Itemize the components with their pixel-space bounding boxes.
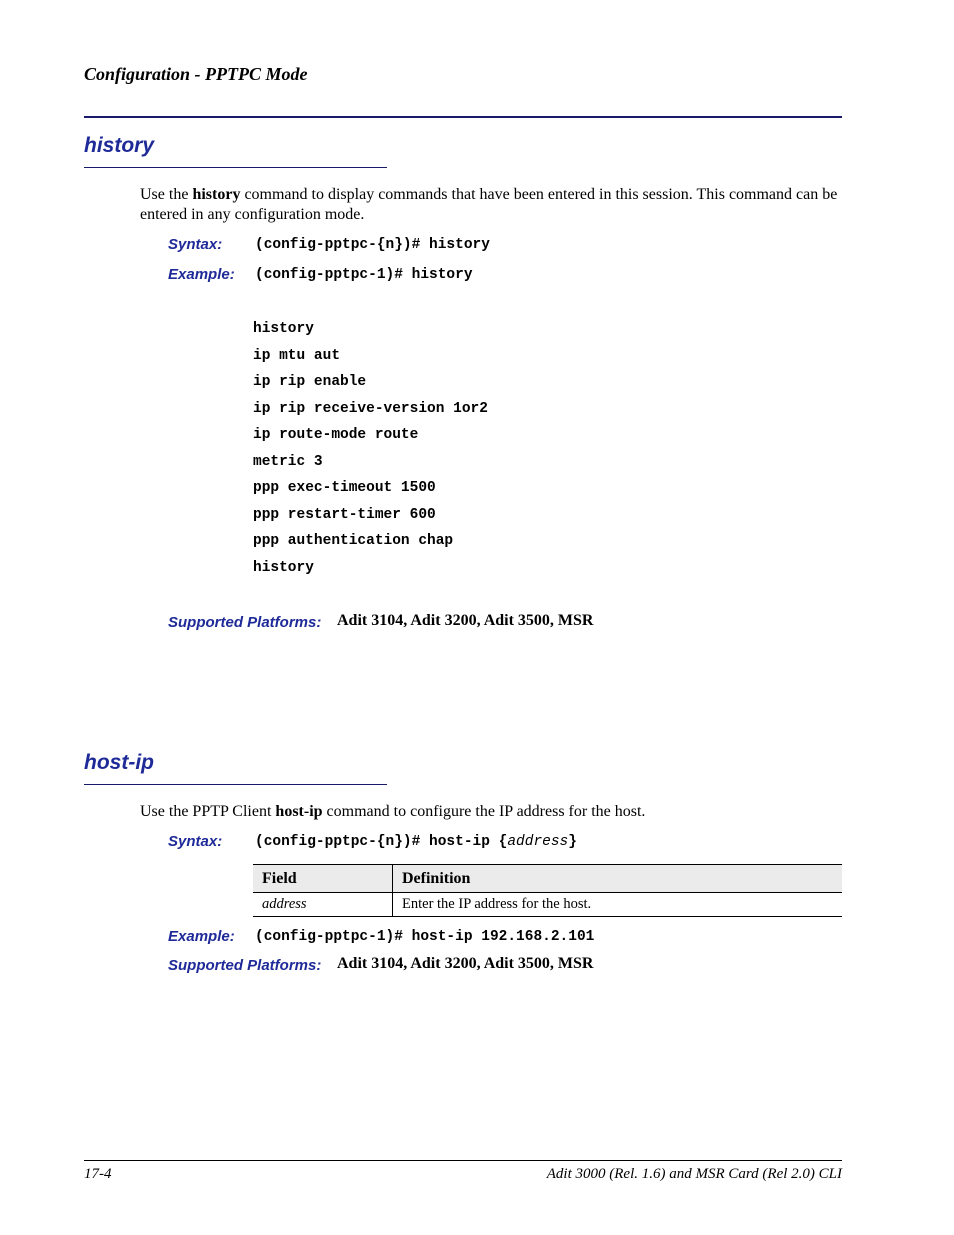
description-text: Use the <box>140 186 193 203</box>
platforms-label: Supported Platforms: <box>168 614 322 631</box>
field-definition-table <box>253 864 842 917</box>
output-line: history <box>253 321 314 337</box>
output-line: ip route-mode route <box>253 427 419 443</box>
syntax-argument: address <box>507 834 569 850</box>
output-line: ip rip receive-version 1or2 <box>253 401 488 417</box>
output-line: history <box>253 560 314 576</box>
example-label: Example: <box>168 266 235 283</box>
section-rule-history <box>84 167 387 168</box>
table-row <box>253 893 842 917</box>
host-ip-example: (config-pptpc-1)# host-ip 192.168.2.101 <box>255 929 595 945</box>
table-cell-definition: Enter the IP address for the host. <box>393 893 843 917</box>
table-cell-field: address <box>253 893 393 917</box>
output-line: ip rip enable <box>253 374 367 390</box>
output-line: metric 3 <box>253 454 323 470</box>
output-line: ip mtu aut <box>253 348 341 364</box>
host-ip-syntax <box>255 834 577 850</box>
description-text: Use the PPTP Client <box>140 803 276 820</box>
section-rule-host-ip <box>84 784 387 785</box>
platforms-list: Adit 3104, Adit 3200, Adit 3500, MSR <box>337 955 594 972</box>
table-header-definition: Definition <box>393 865 843 893</box>
example-label: Example: <box>168 928 235 945</box>
description-text: command to configure the IP address for the host. <box>322 803 646 820</box>
output-line: ppp exec-timeout 1500 <box>253 480 436 496</box>
syntax-label: Syntax: <box>168 833 223 850</box>
header-rule <box>84 116 842 118</box>
platforms-list: Adit 3104, Adit 3200, Adit 3500, MSR <box>337 612 594 629</box>
platforms-label: Supported Platforms: <box>168 957 322 974</box>
table-header-field: Field <box>253 865 393 893</box>
output-line: ppp authentication chap <box>253 533 454 549</box>
section-title-history: history <box>84 134 155 157</box>
table-header-row <box>253 865 842 893</box>
command-name: history <box>192 186 241 203</box>
output-line: ppp restart-timer 600 <box>253 507 436 523</box>
page-number: 17-4 <box>84 1166 112 1182</box>
host-ip-description <box>140 802 845 822</box>
history-syntax: (config-pptpc-{n})# history <box>255 237 490 253</box>
running-header: Configuration - PPTPC Mode <box>84 64 308 84</box>
footer-rule <box>84 1160 842 1161</box>
syntax-command: (config-pptpc-{n})# host-ip { <box>255 834 508 850</box>
history-description <box>140 185 845 225</box>
document-title: Adit 3000 (Rel. 1.6) and MSR Card (Rel 2.0) CLI <box>546 1166 842 1182</box>
description-text: command to display commands that have been entered in this session. This command can be entered in any configuration mode. <box>140 186 838 223</box>
command-name: host-ip <box>275 803 323 820</box>
history-example: (config-pptpc-1)# history <box>255 267 473 283</box>
section-title-host-ip: host-ip <box>84 751 154 774</box>
syntax-command: } <box>568 834 577 850</box>
syntax-label: Syntax: <box>168 236 223 253</box>
